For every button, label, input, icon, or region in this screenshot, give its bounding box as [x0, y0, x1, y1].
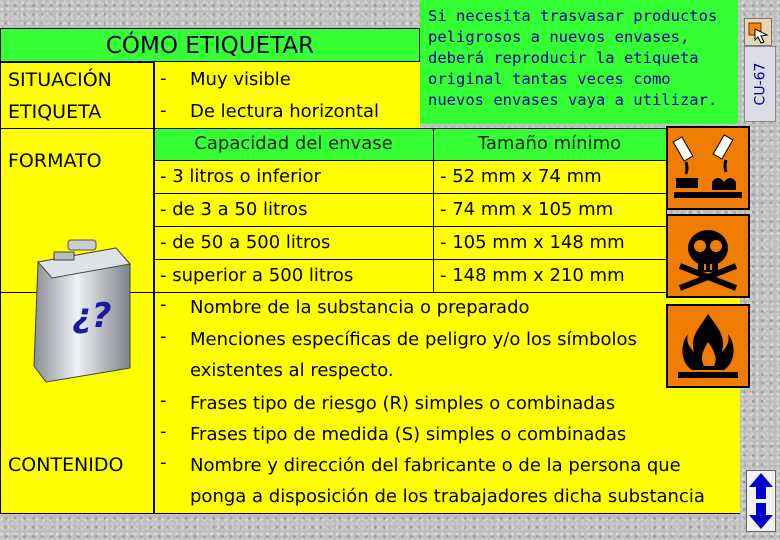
contenido-item: Frases tipo de medida (S) simples o combinadas: [190, 424, 627, 445]
table-cell-capacity: - superior a 500 litros: [160, 265, 354, 286]
label-contenido: CONTENIDO: [8, 454, 124, 476]
info-note: Si necesita trasvasar productos peligrosos a nuevos envases, deberá reproducir la etiqueta original tantas veces como nuevos envases vaya a utilizar.: [420, 0, 738, 124]
contenido-item-continuation: existentes al respecto.: [190, 360, 394, 381]
format-header-capacity: Capacidad del envase: [194, 133, 393, 154]
question-mark-label: ¿?: [72, 296, 112, 336]
contenido-item: Nombre y dirección del fabricante o de la persona que: [190, 455, 681, 476]
list-bullet: -: [160, 390, 167, 411]
contenido-item: Menciones específicas de peligro y/o los símbolos: [190, 329, 637, 350]
list-bullet: -: [160, 100, 167, 121]
table-cell-capacity: - de 50 a 500 litros: [160, 232, 331, 253]
contenido-item-continuation: ponga a disposición de los trabajadores dicha substancia: [190, 486, 705, 507]
label-etiqueta: ETIQUETA: [8, 101, 102, 123]
contenido-item: Nombre de la substancia o preparado: [190, 297, 530, 318]
list-bullet: -: [160, 421, 167, 442]
situacion-item: De lectura horizontal: [190, 101, 380, 122]
situacion-item: Muy visible: [190, 69, 291, 90]
label-formato: FORMATO: [8, 150, 102, 172]
divider: [154, 513, 740, 514]
contenido-item: Frases tipo de riesgo (R) simples o combinadas: [190, 393, 616, 414]
page-title: CÓMO ETIQUETAR: [0, 28, 420, 62]
corrosive-icon: [666, 126, 750, 210]
up-down-arrows-icon[interactable]: [746, 470, 776, 532]
table-cell-size: - 74 mm x 105 mm: [440, 199, 614, 220]
format-header-size: Tamaño mínimo: [477, 133, 622, 154]
metal-can-icon: [26, 238, 136, 384]
flammable-icon: [666, 304, 750, 388]
list-bullet: -: [160, 294, 167, 315]
table-cell-size: - 52 mm x 74 mm: [440, 166, 602, 187]
back-arrow-glyph: [745, 19, 771, 45]
page-code: CU-67: [752, 62, 769, 106]
list-bullet: -: [160, 68, 167, 89]
label-situacion: SITUACIÓN: [8, 69, 112, 91]
table-cell-size: - 105 mm x 148 mm: [440, 232, 625, 253]
toxic-skull-icon: [666, 214, 750, 298]
page-code-label: [744, 46, 776, 122]
list-bullet: -: [160, 452, 167, 473]
back-arrow-icon[interactable]: [744, 18, 772, 46]
table-cell-capacity: - 3 litros o inferior: [160, 166, 321, 187]
table-cell-size: - 148 mm x 210 mm: [440, 265, 625, 286]
table-cell-capacity: - de 3 a 50 litros: [160, 199, 308, 220]
list-bullet: -: [160, 326, 167, 347]
